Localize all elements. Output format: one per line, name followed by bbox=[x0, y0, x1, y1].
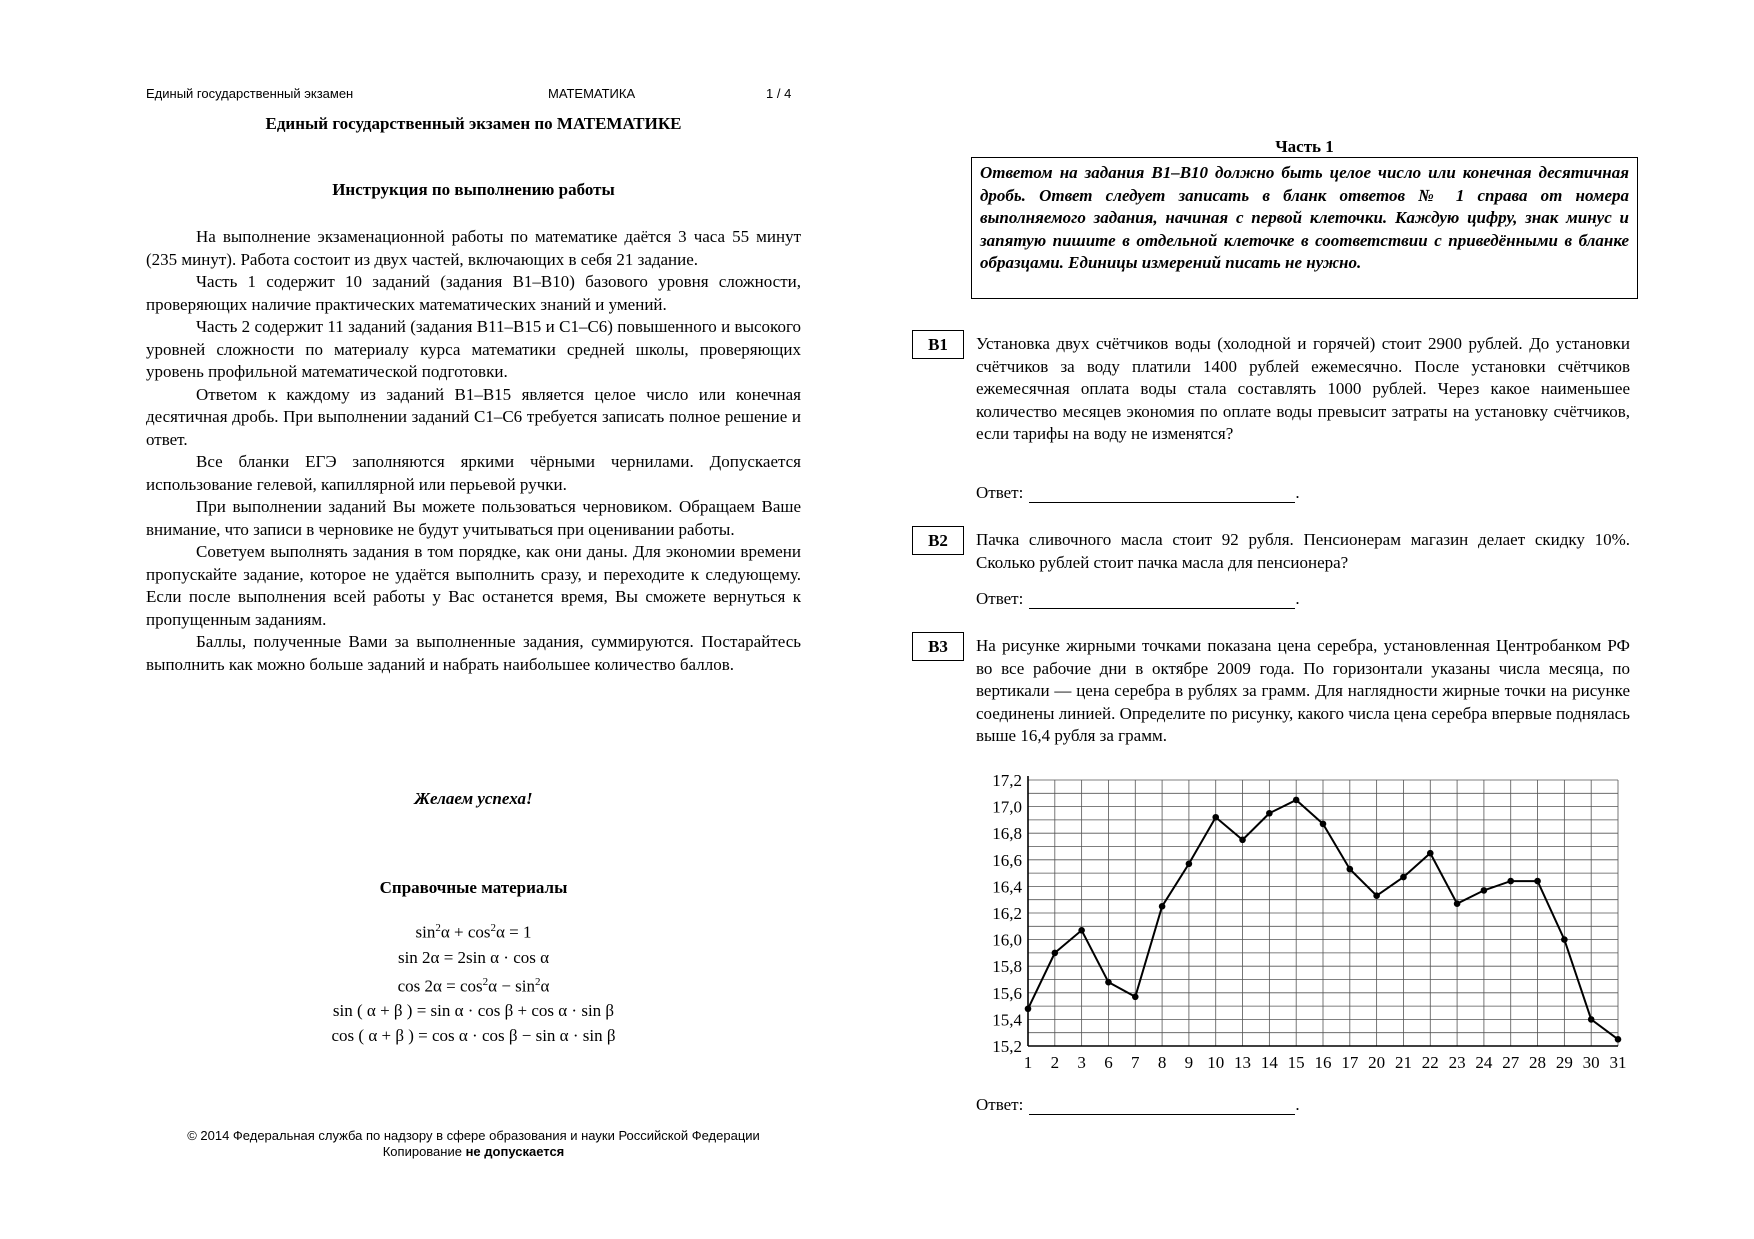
data-point bbox=[1427, 850, 1434, 857]
y-tick-label: 15,2 bbox=[992, 1037, 1022, 1056]
instructions-paragraph: Баллы, полученные Вами за выполненные задания, суммируются. Постарайтесь выполнить как можно больше заданий и набрать наибольшее количество баллов. bbox=[146, 632, 801, 674]
instructions-heading: Инструкция по выполнению работы bbox=[332, 180, 615, 199]
instructions-paragraph: Часть 1 содержит 10 заданий (задания B1–B10) базового уровня сложности, проверяющих наличие практических математических знаний и умений. bbox=[146, 272, 801, 314]
reference-formulas bbox=[146, 916, 801, 1048]
formula-identity: $\sin^2\alpha + \cos^2\alpha = 1$ bbox=[415, 922, 532, 942]
instructions-paragraph: Часть 2 содержит 11 заданий (задания B11–B15 и C1–C6) повышенного и высокого уровней сложности по материалу курса математики средней школы, проверяющих уровень профильной математической подготовки. bbox=[146, 317, 801, 381]
data-point bbox=[1615, 1036, 1622, 1043]
answer-line[interactable] bbox=[1029, 485, 1295, 503]
x-tick-label: 16 bbox=[1314, 1053, 1332, 1072]
answer-line[interactable] bbox=[1029, 591, 1295, 609]
data-point bbox=[1588, 1016, 1595, 1023]
instructions-paragraph: Ответом к каждому из заданий B1–B15 является целое число или конечная десятичная дробь. При выполнении заданий C1–C6 требуется записать полное решение и ответ. bbox=[146, 384, 801, 449]
footer-copy-bold: не допускается bbox=[465, 1144, 565, 1159]
answer-b2[interactable]: Ответ: . bbox=[976, 589, 1300, 608]
answer-b3[interactable]: Ответ: . bbox=[976, 1095, 1300, 1114]
reference-heading: Справочные материалы bbox=[379, 878, 568, 897]
x-tick-label: 10 bbox=[1207, 1053, 1225, 1072]
x-tick-label: 1 bbox=[1023, 1053, 1033, 1072]
x-tick-label: 8 bbox=[1157, 1053, 1167, 1072]
part1-title: Часть 1 bbox=[1275, 137, 1334, 156]
header-center: МАТЕМАТИКА bbox=[548, 86, 636, 101]
page-title: Единый государственный экзамен по МАТЕМАТИКЕ bbox=[265, 114, 682, 133]
data-point bbox=[1347, 866, 1354, 873]
data-point bbox=[1239, 837, 1246, 844]
x-tick-label: 15 bbox=[1287, 1053, 1305, 1072]
data-point bbox=[1373, 892, 1380, 899]
instructions-paragraph: На выполнение экзаменационной работы по математике даётся 3 часа 55 минут (235 минут). Работа состоит из двух частей, включающих в себя 21 задание. bbox=[146, 227, 801, 269]
y-tick-label: 15,6 bbox=[992, 983, 1022, 1003]
data-point bbox=[1561, 936, 1568, 943]
data-point bbox=[1132, 993, 1139, 1000]
x-tick-label: 20 bbox=[1368, 1053, 1386, 1072]
instructions-paragraph: При выполнении заданий Вы можете пользоваться черновиком. Обращаем Ваше внимание, что записи в черновике не будут учитываться при оценивании работы. bbox=[146, 497, 801, 539]
silver-price-chart bbox=[976, 768, 1636, 1078]
data-point bbox=[1481, 887, 1488, 894]
footer-copy-notice: Копирование не допускается bbox=[382, 1144, 565, 1159]
formula-cos-sum: cos ( α + β ) = cos α · cos β − sin α · sin β bbox=[331, 1026, 616, 1046]
formula-sin-double: sin 2α = 2sin α · cos α bbox=[397, 947, 550, 967]
x-tick-label: 21 bbox=[1394, 1053, 1412, 1072]
data-point bbox=[1507, 878, 1514, 885]
x-tick-label: 7 bbox=[1131, 1053, 1140, 1072]
y-tick-label: 16,4 bbox=[992, 877, 1022, 897]
formula-cos-double: $\cos 2\alpha = \cos^2\alpha - \sin^2\alpha$ bbox=[397, 975, 550, 996]
data-point bbox=[1052, 950, 1059, 957]
x-tick-label: 14 bbox=[1260, 1053, 1278, 1072]
x-tick-label: 28 bbox=[1529, 1053, 1547, 1072]
footer-copyright: © 2014 Федеральная служба по надзору в сфере образования и науки Российской Федерации bbox=[187, 1128, 760, 1143]
task-text-b2: Пачка сливочного масла стоит 92 рубля. Пенсионерам магазин делает скидку 10%. Сколько рублей стоит пачка масла для пенсионера? bbox=[976, 530, 1630, 572]
instructions-paragraph: Все бланки ЕГЭ заполняются яркими чёрными чернилами. Допускается использование гелевой, капиллярной или перьевой ручки. bbox=[146, 452, 801, 494]
x-tick-label: 13 bbox=[1234, 1053, 1252, 1072]
x-tick-label: 9 bbox=[1184, 1053, 1194, 1072]
data-point bbox=[1186, 860, 1193, 867]
y-tick-label: 17,2 bbox=[992, 771, 1022, 790]
data-point bbox=[1025, 1005, 1032, 1012]
data-point bbox=[1212, 814, 1219, 821]
x-tick-label: 2 bbox=[1050, 1053, 1060, 1072]
formula-sin-sum: sin ( α + β ) = sin α · cos β + cos α · sin β bbox=[332, 1001, 615, 1021]
data-point bbox=[1078, 927, 1085, 934]
task-text-b3: На рисунке жирными точками показана цена серебра, установленная Центробанком РФ во все рабочие дни в октябре 2009 года. По горизонтали указаны числа месяца, по вертикали — цена серебра в рублях за грамм. Для наглядности жирные точки на рисунке соединены линией. Определите по рисунку, какого числа цена серебра впервые поднялась выше 16,4 рубля за грамм. bbox=[976, 636, 1630, 745]
x-tick-label: 22 bbox=[1421, 1053, 1439, 1072]
x-tick-label: 31 bbox=[1609, 1053, 1627, 1072]
answer-b1[interactable]: Ответ: . bbox=[976, 483, 1300, 502]
data-point bbox=[1105, 979, 1112, 986]
instructions-paragraph: Советуем выполнять задания в том порядке, как они даны. Для экономии времени пропускайте задание, которое не удаётся выполнить сразу, и переходите к следующему. Если после выполнения всей работы у Вас останется время, Вы сможете вернуться к пропущенным заданиям. bbox=[146, 542, 801, 629]
x-tick-label: 17 bbox=[1341, 1053, 1359, 1072]
header-left: Единый государственный экзамен bbox=[146, 86, 354, 101]
y-tick-label: 16,2 bbox=[992, 904, 1022, 923]
data-point bbox=[1320, 821, 1327, 828]
answer-line[interactable] bbox=[1029, 1097, 1295, 1115]
x-tick-label: 30 bbox=[1582, 1053, 1600, 1072]
y-tick-label: 15,4 bbox=[992, 1010, 1022, 1030]
data-point bbox=[1534, 878, 1541, 885]
y-tick-label: 16,8 bbox=[992, 824, 1022, 844]
task-label-b1: B1 bbox=[912, 330, 964, 359]
header-page-number: 1 / 4 bbox=[766, 86, 792, 101]
task-label-b2: B2 bbox=[912, 526, 964, 555]
x-tick-label: 24 bbox=[1475, 1053, 1493, 1072]
task-label-b3: B3 bbox=[912, 632, 964, 661]
y-tick-label: 17,0 bbox=[992, 797, 1022, 817]
part1-instruction-box: Ответом на задания B1–B10 должно быть целое число или конечная десятичная дробь. Ответ следует записать в бланк ответов № 1 справа от номера выполняемого задания, начиная с первой клеточки. Каждую цифру, знак минус и запятую пишите в отдельной клеточке в соответствии с приведёнными в бланке образцами. Единицы измерений писать не нужно. bbox=[971, 157, 1638, 299]
data-point bbox=[1293, 797, 1300, 804]
wish-text: Желаем успеха! bbox=[414, 789, 533, 808]
x-tick-label: 3 bbox=[1077, 1053, 1086, 1072]
x-tick-label: 27 bbox=[1502, 1053, 1520, 1072]
y-tick-label: 15,8 bbox=[992, 957, 1022, 977]
x-tick-label: 23 bbox=[1448, 1053, 1466, 1072]
y-tick-label: 16,6 bbox=[992, 850, 1022, 870]
x-tick-label: 29 bbox=[1555, 1053, 1573, 1072]
instructions-body bbox=[146, 226, 801, 676]
data-point bbox=[1266, 810, 1273, 817]
data-point bbox=[1454, 900, 1461, 907]
y-tick-label: 16,0 bbox=[992, 930, 1022, 950]
task-text-b1: Установка двух счётчиков воды (холодной и горячей) стоит 2900 рублей. До установки счётчиков за воду платили 1400 рублей ежемесячно. После установки счётчиков ежемесячная оплата воды стала составлять 1000 рублей. Через какое наименьшее количество месяцев экономия по оплате воды превысит затраты на установку счётчиков, если тарифы на воду не изменятся? bbox=[976, 334, 1630, 443]
data-point bbox=[1400, 874, 1407, 881]
data-point bbox=[1159, 903, 1166, 910]
x-tick-label: 6 bbox=[1104, 1053, 1113, 1072]
